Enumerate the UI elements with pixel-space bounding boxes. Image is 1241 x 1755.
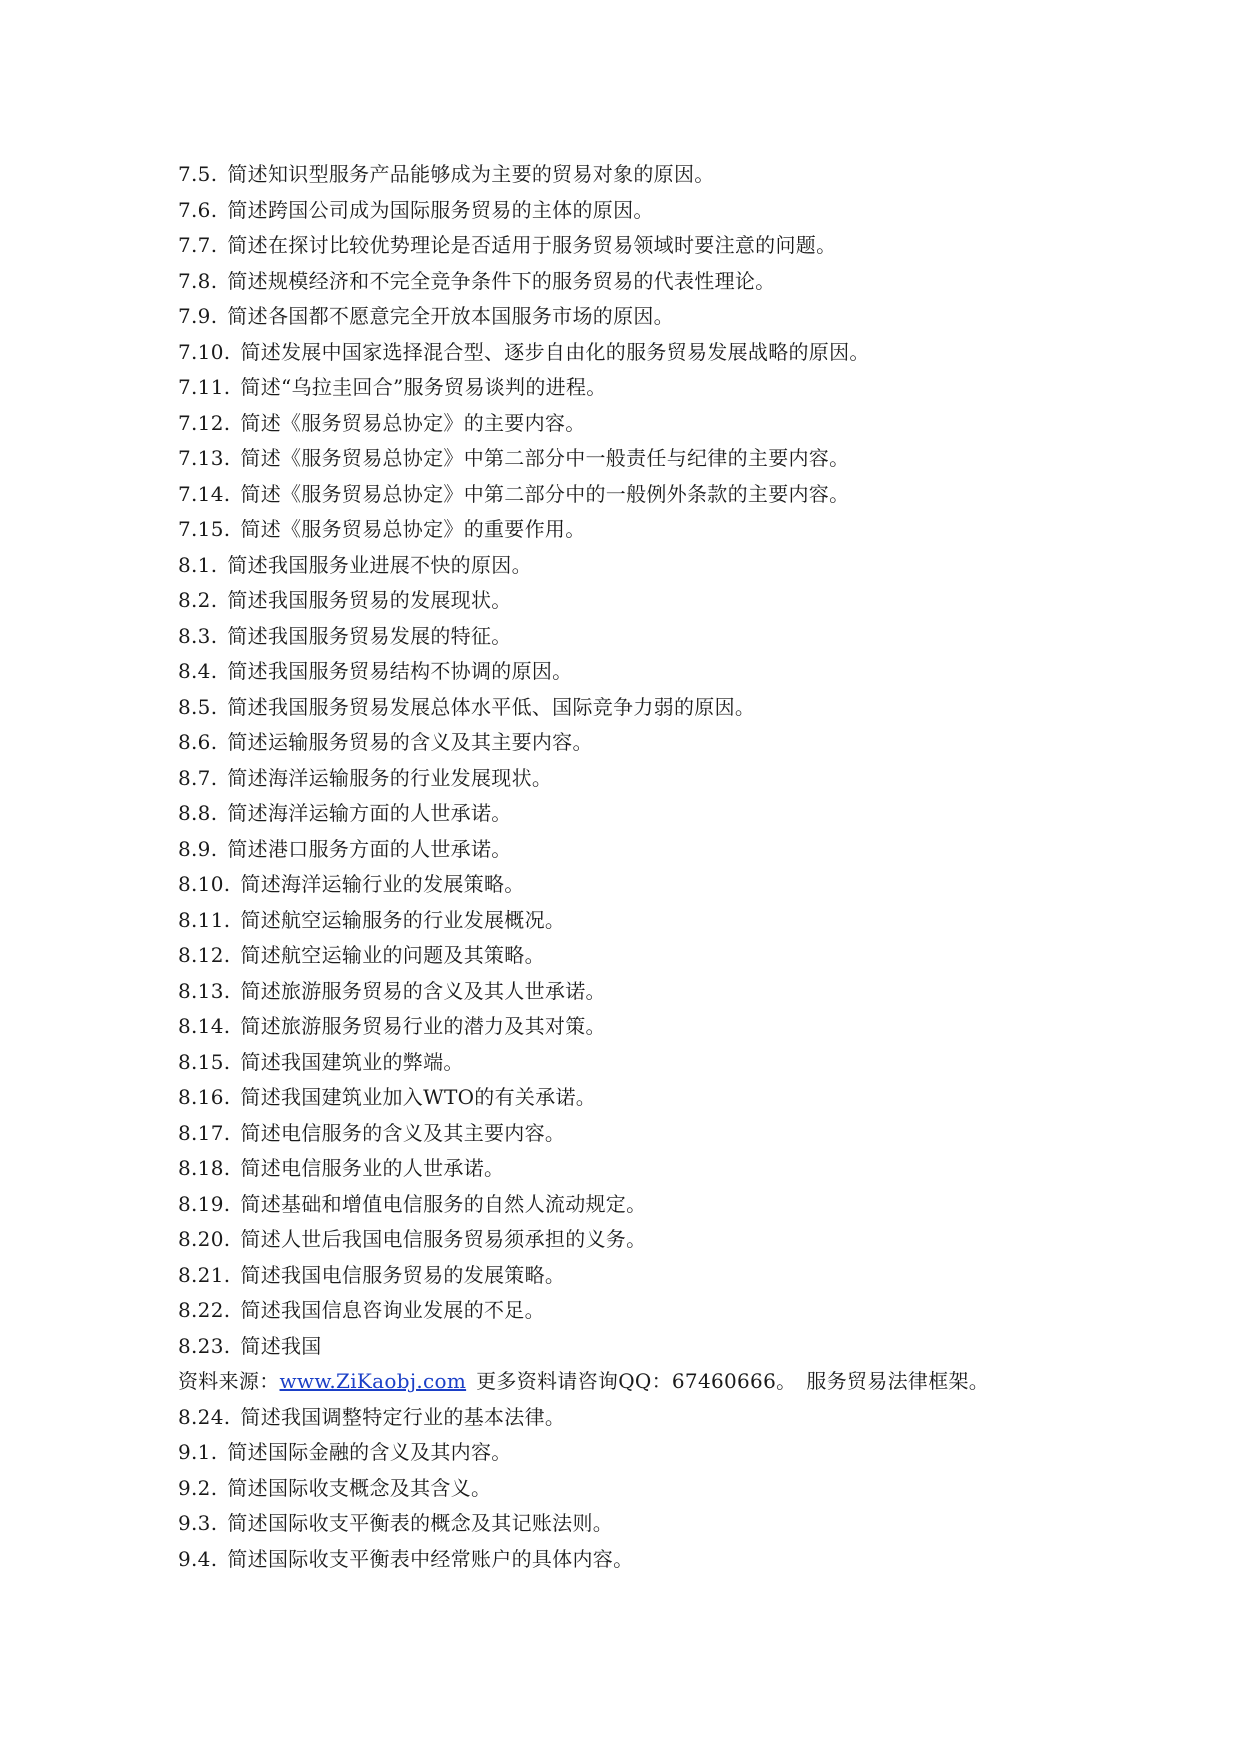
question-lines-before bbox=[178, 157, 1178, 1364]
question-number: 8.18. bbox=[178, 1156, 231, 1180]
question-item bbox=[178, 619, 1178, 655]
question-text: 简述在探讨比较优势理论是否适用于服务贸易领域时要注意的问题。 bbox=[227, 233, 837, 257]
question-item bbox=[178, 1187, 1178, 1223]
question-text: 简述《服务贸易总协定》的重要作用。 bbox=[240, 517, 586, 541]
question-text: 简述我国信息咨询业发展的不足。 bbox=[240, 1298, 545, 1322]
question-item bbox=[178, 1471, 1178, 1507]
question-item bbox=[178, 193, 1178, 229]
question-number: 9.2. bbox=[178, 1475, 218, 1500]
question-number: 8.8. bbox=[178, 801, 218, 825]
question-number: 7.14. bbox=[178, 481, 231, 506]
question-number: 8.4. bbox=[178, 659, 218, 683]
question-number: 9.4. bbox=[178, 1546, 218, 1571]
question-text: 简述我国服务贸易的发展现状。 bbox=[227, 588, 512, 612]
question-number: 8.13. bbox=[178, 978, 231, 1003]
question-number: 8.16. bbox=[178, 1085, 231, 1109]
question-number: 7.7. bbox=[178, 233, 218, 257]
question-item bbox=[178, 477, 1178, 513]
question-number: 8.6. bbox=[178, 730, 218, 754]
source-prefix: 资料来源： bbox=[178, 1369, 280, 1393]
question-item bbox=[178, 228, 1178, 264]
question-item bbox=[178, 406, 1178, 442]
question-text: 简述旅游服务贸易的含义及其人世承诺。 bbox=[240, 978, 606, 1003]
question-number: 8.11. bbox=[178, 907, 231, 932]
question-item bbox=[178, 1329, 1178, 1365]
question-text: 简述国际金融的含义及其内容。 bbox=[227, 1440, 512, 1464]
question-number: 8.20. bbox=[178, 1227, 231, 1251]
source-suffix: 服务贸易法律框架。 bbox=[806, 1369, 990, 1393]
question-text: 简述国际收支概念及其含义。 bbox=[227, 1475, 492, 1500]
question-number: 8.10. bbox=[178, 872, 231, 896]
question-text: 简述航空运输服务的行业发展概况。 bbox=[240, 907, 566, 932]
source-link[interactable]: www.ZiKaobj.com bbox=[279, 1369, 467, 1393]
question-item bbox=[178, 1542, 1178, 1578]
question-item bbox=[178, 1080, 1178, 1116]
question-number: 7.5. bbox=[178, 162, 218, 186]
question-item bbox=[178, 441, 1178, 477]
question-text: 简述我国服务贸易结构不协调的原因。 bbox=[227, 659, 573, 683]
question-number: 8.9. bbox=[178, 836, 218, 861]
question-number: 7.9. bbox=[178, 304, 218, 328]
question-text: 简述《服务贸易总协定》中第二部分中一般责任与纪律的主要内容。 bbox=[240, 446, 850, 470]
source-contact: 更多资料请咨询QQ：67460666。 bbox=[476, 1369, 797, 1393]
question-text: 简述电信服务的含义及其主要内容。 bbox=[240, 1120, 566, 1145]
question-number: 8.5. bbox=[178, 694, 218, 719]
question-item bbox=[178, 938, 1178, 974]
question-text: 简述《服务贸易总协定》中第二部分中的一般例外条款的主要内容。 bbox=[240, 481, 850, 506]
question-item bbox=[178, 725, 1178, 761]
question-item bbox=[178, 796, 1178, 832]
question-number: 8.23. bbox=[178, 1333, 231, 1358]
question-number: 8.1. bbox=[178, 552, 218, 577]
question-number: 8.22. bbox=[178, 1298, 231, 1322]
question-item bbox=[178, 299, 1178, 335]
question-item bbox=[178, 157, 1178, 193]
question-item bbox=[178, 832, 1178, 868]
question-list bbox=[178, 157, 1178, 1577]
question-item bbox=[178, 974, 1178, 1010]
question-text: 简述航空运输业的问题及其策略。 bbox=[240, 943, 545, 967]
question-text: 简述发展中国家选择混合型、逐步自由化的服务贸易发展战略的原因。 bbox=[240, 339, 870, 364]
question-item bbox=[178, 1258, 1178, 1294]
question-item bbox=[178, 1151, 1178, 1187]
question-text: 简述海洋运输服务的行业发展现状。 bbox=[227, 765, 553, 790]
question-number: 8.2. bbox=[178, 588, 218, 612]
question-item bbox=[178, 548, 1178, 584]
question-number: 8.19. bbox=[178, 1191, 231, 1216]
question-item bbox=[178, 1400, 1178, 1436]
question-number: 9.1. bbox=[178, 1440, 218, 1464]
question-text: 简述国际收支平衡表中经常账户的具体内容。 bbox=[227, 1546, 634, 1571]
question-text: 简述我国服务贸易发展总体水平低、国际竞争力弱的原因。 bbox=[227, 694, 756, 719]
question-lines-after bbox=[178, 1400, 1178, 1578]
question-item bbox=[178, 1435, 1178, 1471]
question-number: 9.3. bbox=[178, 1511, 218, 1535]
question-text: 简述电信服务业的人世承诺。 bbox=[240, 1156, 505, 1180]
question-item bbox=[178, 583, 1178, 619]
source-line bbox=[178, 1364, 1178, 1400]
question-text: 简述跨国公司成为国际服务贸易的主体的原因。 bbox=[227, 197, 654, 222]
question-text: 简述知识型服务产品能够成为主要的贸易对象的原因。 bbox=[227, 162, 715, 186]
question-text: 简述我国建筑业的弊端。 bbox=[240, 1049, 464, 1074]
question-text: 简述海洋运输方面的人世承诺。 bbox=[227, 801, 512, 825]
question-text: 简述运输服务贸易的含义及其主要内容。 bbox=[227, 730, 593, 754]
question-text: 简述海洋运输行业的发展策略。 bbox=[240, 872, 525, 896]
question-text: 简述港口服务方面的人世承诺。 bbox=[227, 836, 512, 861]
question-text: 简述规模经济和不完全竞争条件下的服务贸易的代表性理论。 bbox=[227, 268, 776, 293]
question-text: 简述我国调整特定行业的基本法律。 bbox=[240, 1404, 566, 1429]
question-item bbox=[178, 654, 1178, 690]
question-number: 8.14. bbox=[178, 1014, 231, 1038]
question-number: 7.6. bbox=[178, 197, 218, 222]
question-item bbox=[178, 1116, 1178, 1152]
question-item bbox=[178, 1045, 1178, 1081]
question-text: 简述我国服务贸易发展的特征。 bbox=[227, 623, 512, 648]
question-number: 8.15. bbox=[178, 1049, 231, 1074]
question-number: 8.7. bbox=[178, 765, 218, 790]
question-item bbox=[178, 761, 1178, 797]
question-item bbox=[178, 1293, 1178, 1329]
question-number: 7.15. bbox=[178, 517, 231, 541]
question-text: 简述旅游服务贸易行业的潜力及其对策。 bbox=[240, 1014, 606, 1038]
question-number: 8.17. bbox=[178, 1120, 231, 1145]
question-item bbox=[178, 335, 1178, 371]
question-item bbox=[178, 264, 1178, 300]
question-item bbox=[178, 903, 1178, 939]
question-text: 简述人世后我国电信服务贸易须承担的义务。 bbox=[240, 1227, 647, 1251]
question-item bbox=[178, 512, 1178, 548]
question-number: 7.13. bbox=[178, 446, 231, 470]
question-text: 简述基础和增值电信服务的自然人流动规定。 bbox=[240, 1191, 647, 1216]
question-item bbox=[178, 370, 1178, 406]
question-text: 简述我国服务业进展不快的原因。 bbox=[227, 552, 532, 577]
question-number: 7.8. bbox=[178, 268, 218, 293]
question-number: 8.24. bbox=[178, 1404, 231, 1429]
question-item bbox=[178, 867, 1178, 903]
question-number: 8.12. bbox=[178, 943, 231, 967]
question-item bbox=[178, 1009, 1178, 1045]
question-number: 7.12. bbox=[178, 410, 231, 435]
question-text: 简述我国建筑业加入WTO的有关承诺。 bbox=[240, 1085, 597, 1109]
question-item bbox=[178, 1506, 1178, 1542]
question-text: 简述各国都不愿意完全开放本国服务市场的原因。 bbox=[227, 304, 674, 328]
question-text: 简述国际收支平衡表的概念及其记账法则。 bbox=[227, 1511, 614, 1535]
question-text: 简述《服务贸易总协定》的主要内容。 bbox=[240, 410, 586, 435]
question-number: 7.10. bbox=[178, 339, 231, 364]
question-number: 8.3. bbox=[178, 623, 218, 648]
question-number: 8.21. bbox=[178, 1262, 231, 1287]
question-text: 简述我国 bbox=[240, 1333, 322, 1358]
question-item bbox=[178, 1222, 1178, 1258]
question-text: 简述“乌拉圭回合”服务贸易谈判的进程。 bbox=[240, 375, 607, 399]
question-item bbox=[178, 690, 1178, 726]
question-number: 7.11. bbox=[178, 375, 231, 399]
question-text: 简述我国电信服务贸易的发展策略。 bbox=[240, 1262, 566, 1287]
